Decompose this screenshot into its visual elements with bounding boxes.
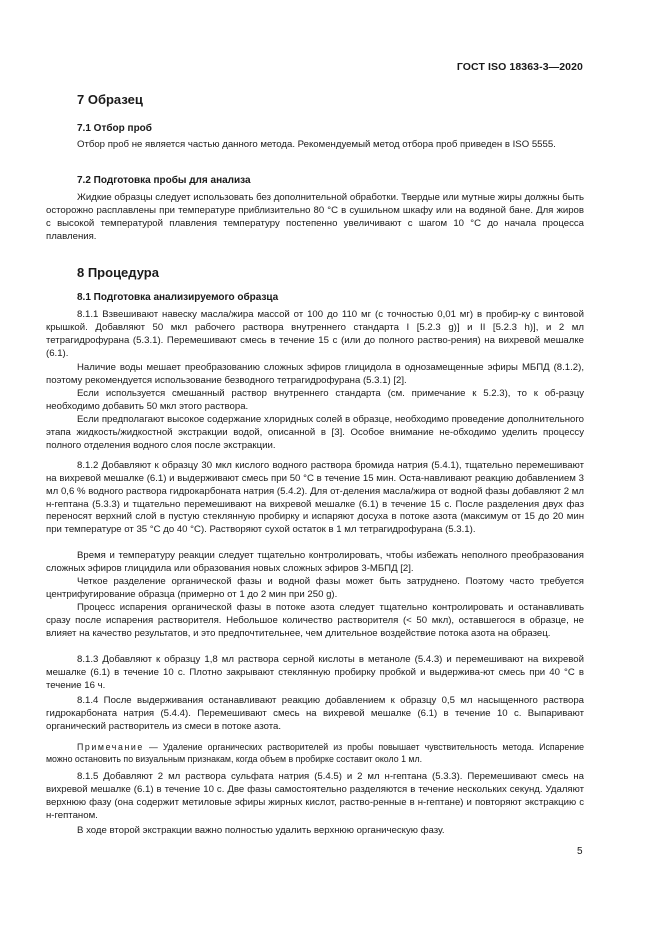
section-7-1-heading: 7.1 Отбор проб <box>77 123 152 134</box>
section-7-2-heading: 7.2 Подготовка пробы для анализа <box>77 175 251 186</box>
page-number: 5 <box>577 846 583 857</box>
standard-header: ГОСТ ISO 18363-3—2020 <box>456 61 583 73</box>
section-7-2-paragraph: Жидкие образцы следует использовать без дополнительной обработки. Твердые или мутные жиры должны быть осторожно расплавлены при температуре приблизительно 80 °C в сушильном шкафу или на водяной бане. Для жиров с высокой температурой плавления температуру постепенно увеличивают с шагом 10 °C до начала процесса плавления. <box>46 192 584 242</box>
section-8-1-heading: 8.1 Подготовка анализируемого образца <box>77 292 279 303</box>
paragraph-8-1-2-separation: Четкое разделение органической фазы и водной фазы может быть затруднено. Поэтому часто требуется центрифугирование образца (примерно от 1 до 2 мин при 250 g). <box>46 576 584 600</box>
section-7-heading: 7 Образец <box>77 92 143 107</box>
note <box>46 741 584 766</box>
section-7-1-paragraph: Отбор проб не является частью данного метода. Рекомендуемый метод отбора проб приведен в ISO 5555. <box>77 139 556 150</box>
note-label: Примечание <box>77 742 144 752</box>
paragraph-8-1-3: 8.1.3 Добавляют к образцу 1,8 мл раствора серной кислоты в метаноле (5.4.3) и перемешивают на вихревой мешалке (6.1) в течение 10 с. Плотно закрывают стеклянную пробирку пробкой и выдержива-ют смесь при 40 °C в течение 16 ч. <box>46 654 584 691</box>
paragraph-8-1-2-evaporation: Процесс испарения органической фазы в потоке азота следует тщательно контролировать и останавливать сразу после испарения растворителя. Небольшое количество растворителя (< 50 мкл), оставшегося в образце, не влияет на качество результатов, и это предпочтительнее, чем длительное воздействие потока азота на образец. <box>46 602 584 639</box>
note-text: — Удаление органических растворителей из пробы повышает чувствительность метода. Испарение можно остановить по визуальным признакам, когда объем в пробирке составит около 1 мл. <box>46 742 584 765</box>
paragraph-8-1-1-mixed: Если используется смешанный раствор внутреннего стандарта (см. примечание к 5.2.3), то к об-разцу необходимо добавить 50 мкл этого раствора. <box>46 388 584 412</box>
paragraph-8-1-1-water: Наличие воды мешает преобразованию сложных эфиров глицидола в однозамещенные эфиры МБПД (8.1.2), поэтому рекомендуется использование безводного тетрагидрофурана (5.3.1) [2]. <box>46 362 584 386</box>
paragraph-8-1-5: 8.1.5 Добавляют 2 мл раствора сульфата натрия (5.4.5) и 2 мл н-гептана (5.3.3). Перемешивают смесь на вихревой мешалке (6.1) в течение 10 с. Две фазы самостоятельно разделяются в течение нескольких секунд. Удаляют верхнюю фазу (она содержит метиловые эфиры жирных кислот, раство-ренные в н-гептане) и повторяют экстракцию с н-гептаном. <box>46 771 584 821</box>
section-8-heading: 8 Процедура <box>77 265 159 280</box>
paragraph-8-1-1: 8.1.1 Взвешивают навеску масла/жира массой от 100 до 110 мг (с точностью 0,01 мг) в пробир-ку с винтовой крышкой. Добавляют 50 мкл рабочего раствора внутреннего стандарта I [5.2.3 g)] и II [5.2.3 h)], и 2 мл тетрагидрофурана (5.3.1). Перемешивают смесь в течение 15 с (или до полного раство-рения) на вихревой мешалке (6.1). <box>46 309 584 359</box>
paragraph-8-1-2-time: Время и температуру реакции следует тщательно контролировать, чтобы избежать неполного преобразования сложных эфиров глицидила или образования новых сложных эфиров 3-МБПД [2]. <box>46 550 584 574</box>
paragraph-8-1-4: 8.1.4 После выдерживания останавливают реакцию добавлением к образцу 0,5 мл насыщенного раствора гидрокарбоната натрия (5.4.4). Перемешивают смесь на вихревой мешалке (6.1) в течение 10 с. Выпаривают органический растворитель из смеси в потоке азота. <box>46 695 584 732</box>
paragraph-8-1-5-second: В ходе второй экстракции важно полностью удалить верхнюю органическую фазу. <box>77 825 445 836</box>
paragraph-8-1-1-chloride: Если предполагают высокое содержание хлоридных солей в образце, необходимо проведение дополнительного этапа жидкость/жидкостной экстракции водой, описанной в [3]. Особое внимание не-обходимо уделить процессу полного отделения водного слоя после экстракции. <box>46 414 584 451</box>
paragraph-8-1-2: 8.1.2 Добавляют к образцу 30 мкл кислого водного раствора бромида натрия (5.4.1), тщательно перемешивают на вихревой мешалке (6.1) и выдерживают смесь при 50 °C в течение 15 мин. Оста-навливают реакцию добавлением 3 мл 0,6 % водного раствора гидрокарбоната натрия (5.4.2). Для от-деления масла/жира от водной фазы добавляют 2 мл н-гептана (5.3.3) и тщательно перемешивают на вихревой мешалке (6.1) в течение 15 с. После разделения двух фаз переносят верхний слой в пустую стеклянную пробирку и испаряют досуха в потоке азота (максимум от 15 до 20 мин при температуре от 35 °C до 40 °C). Растворяют сухой остаток в 1 мл тетрагидрофурана (5.3.1). <box>46 460 584 536</box>
